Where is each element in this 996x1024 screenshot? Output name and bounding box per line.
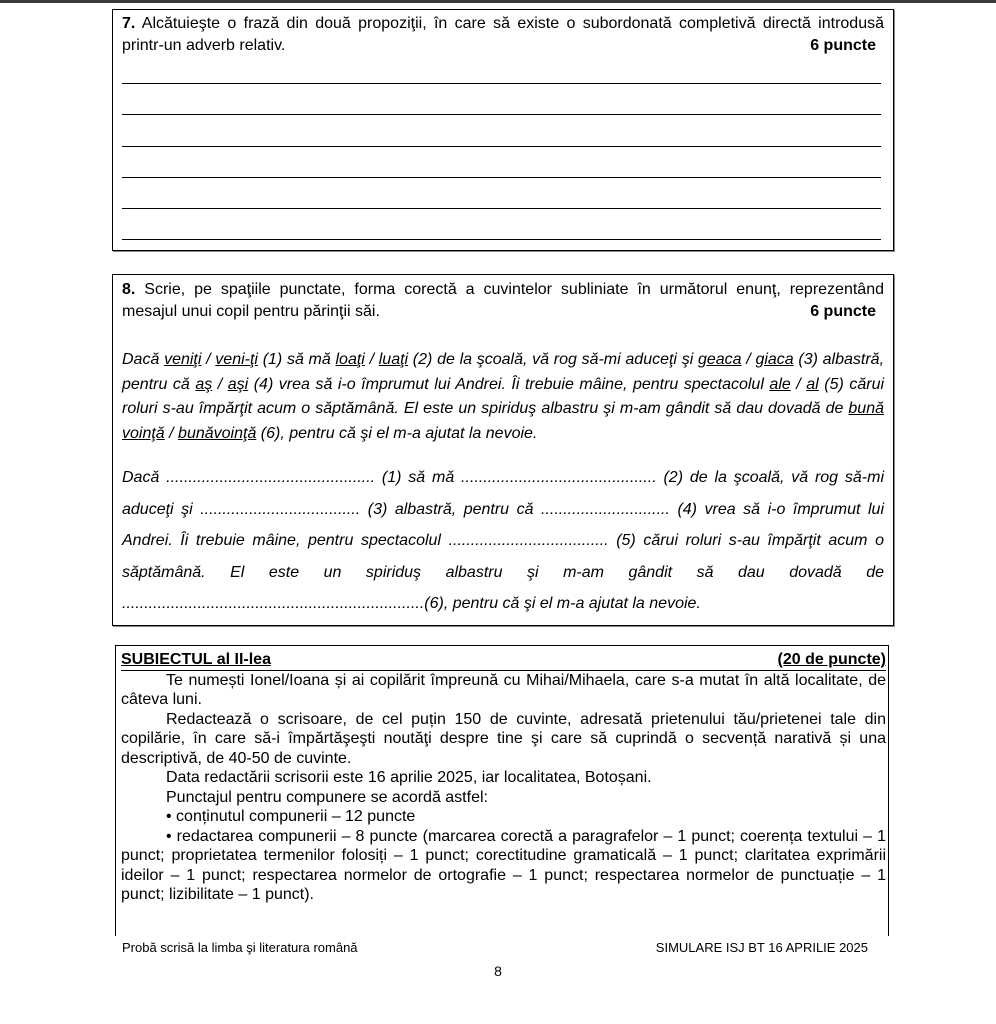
subject-2-header	[121, 650, 886, 671]
passage-text: (5) cărui roluri s-au împărţit acum o săptămână. El este un spiriduş albastru şi m-am gândit să dau dovadă de	[122, 375, 885, 417]
answer-line	[122, 83, 881, 84]
underlined-word: geaca	[697, 351, 742, 368]
subject-points: (20 de puncte)	[777, 651, 886, 668]
passage-text: /	[164, 424, 179, 442]
passage-text: /	[364, 351, 379, 368]
passage-text: (6), pentru că şi el m-a ajutat la nevoie.	[256, 424, 538, 442]
question-7-text	[122, 13, 884, 57]
underlined-passage	[122, 348, 884, 446]
underlined-word: aş	[195, 375, 213, 393]
passage-text: (1) să mă	[257, 351, 336, 368]
question-number: 8.	[122, 281, 136, 298]
underlined-word: giaca	[755, 351, 794, 368]
passage-text: /	[212, 375, 228, 393]
fill-in-passage: Dacă ............................................... (1) să mă ............................................ (2) de la şcoală, vă rog să-mi aduceţi şi .................................... (3) albastră, pentru că ............................. (4) vrea să i-o împrumut lui Andrei. Îi trebuie mâine, pentru spectacolul .................................... (5) cărui roluri s-au împărţit acum o săptămână. El este un spiriduş albastru şi m-am gândit să dau dovadă de ....................................................................(6), pentru că şi el m-a ajutat la nevoie.	[122, 469, 884, 612]
passage-text: /	[201, 351, 216, 368]
paragraph: Redactează o scrisoare, de cel puțin 150 de cuvinte, adresată prietenului tău/prietenei tale din copilărie, în care să-i împărtăşeşti noutăţi despre tine şi care să cuprindă o secvență narativă și una descriptivă, de 40-50 de cuvinte.	[121, 710, 886, 767]
page-number: 8	[494, 963, 502, 979]
underlined-word: aşi	[227, 375, 249, 393]
question-number: 7.	[122, 15, 136, 32]
footer-left: Probă scrisă la limba şi literatura română	[122, 940, 358, 955]
viewer-top-bar	[0, 0, 996, 3]
passage-text: (3) albastră, pentru că	[122, 351, 885, 393]
question-prompt: Scrie, pe spaţiile punctate, forma corectă a cuvintelor subliniate în următorul enunţ, reprezentând mesajul unui copil pentru părinţii săi.	[122, 281, 884, 320]
underlined-word: bunăvoinţă	[178, 424, 257, 442]
bullet-item: • redactarea compunerii – 8 puncte (marcarea corectă a paragrafelor – 1 punct; coerența textului – 1 punct; proprietatea termenilor folosiți – 1 punct; corectitudine gramaticală – 1 punct; claritatea exprimării ideilor – 1 punct; respectarea normelor de ortografie – 1 punct; respectarea normelor de punctuație – 1 punct; lizibilitate – 1 punct).	[121, 827, 886, 903]
passage-text: (2) de la şcoală, vă rog să-mi aduceţi şi	[408, 351, 698, 368]
footer-right: SIMULARE ISJ BT 16 APRILIE 2025	[655, 940, 868, 955]
underlined-word: loaţi	[335, 351, 365, 368]
paragraph: Data redactării scrisorii este 16 aprilie 2025, iar localitatea, Botoșani.	[166, 769, 652, 786]
subject-title: SUBIECTUL al II-lea	[121, 651, 271, 668]
question-8-box	[112, 274, 894, 626]
paragraph: Punctajul pentru compunere se acordă astfel:	[166, 788, 488, 806]
subject-2-box	[115, 645, 889, 936]
underlined-word: ale	[769, 375, 791, 393]
question-8-text	[122, 279, 884, 323]
answer-line	[122, 208, 881, 209]
paragraph: Te numești Ionel/Ioana și ai copilărit împreună cu Mihai/Mihaela, care s-a mutat în altă localitate, de câteva luni.	[121, 671, 886, 708]
points-label: 6 puncte	[810, 37, 876, 54]
passage-text: (4) vrea să i-o împrumut lui Andrei. Îi trebuie mâine, pentru spectacolul	[248, 375, 770, 393]
passage-text: /	[790, 375, 807, 393]
underlined-word: veni-ţi	[215, 351, 258, 368]
underlined-word: veniţi	[164, 351, 202, 368]
points-label: 6 puncte	[810, 303, 876, 320]
passage-text: /	[741, 351, 756, 368]
underlined-word: al	[806, 375, 819, 393]
answer-line	[122, 114, 881, 115]
answer-line	[122, 239, 881, 240]
answer-line	[122, 177, 881, 178]
underlined-word: luaţi	[378, 351, 409, 368]
underlined-word: bună voinţă	[122, 400, 884, 442]
answer-line	[122, 146, 881, 147]
question-prompt: Alcătuieşte o frază din două propoziţii, în care să existe o subordonată completivă directă introdusă printr-un adverb relativ.	[122, 15, 884, 54]
passage-text: Dacă	[122, 351, 165, 368]
bullet-item: • conținutul compunerii – 12 puncte	[166, 808, 416, 825]
question-7-box	[112, 9, 894, 251]
